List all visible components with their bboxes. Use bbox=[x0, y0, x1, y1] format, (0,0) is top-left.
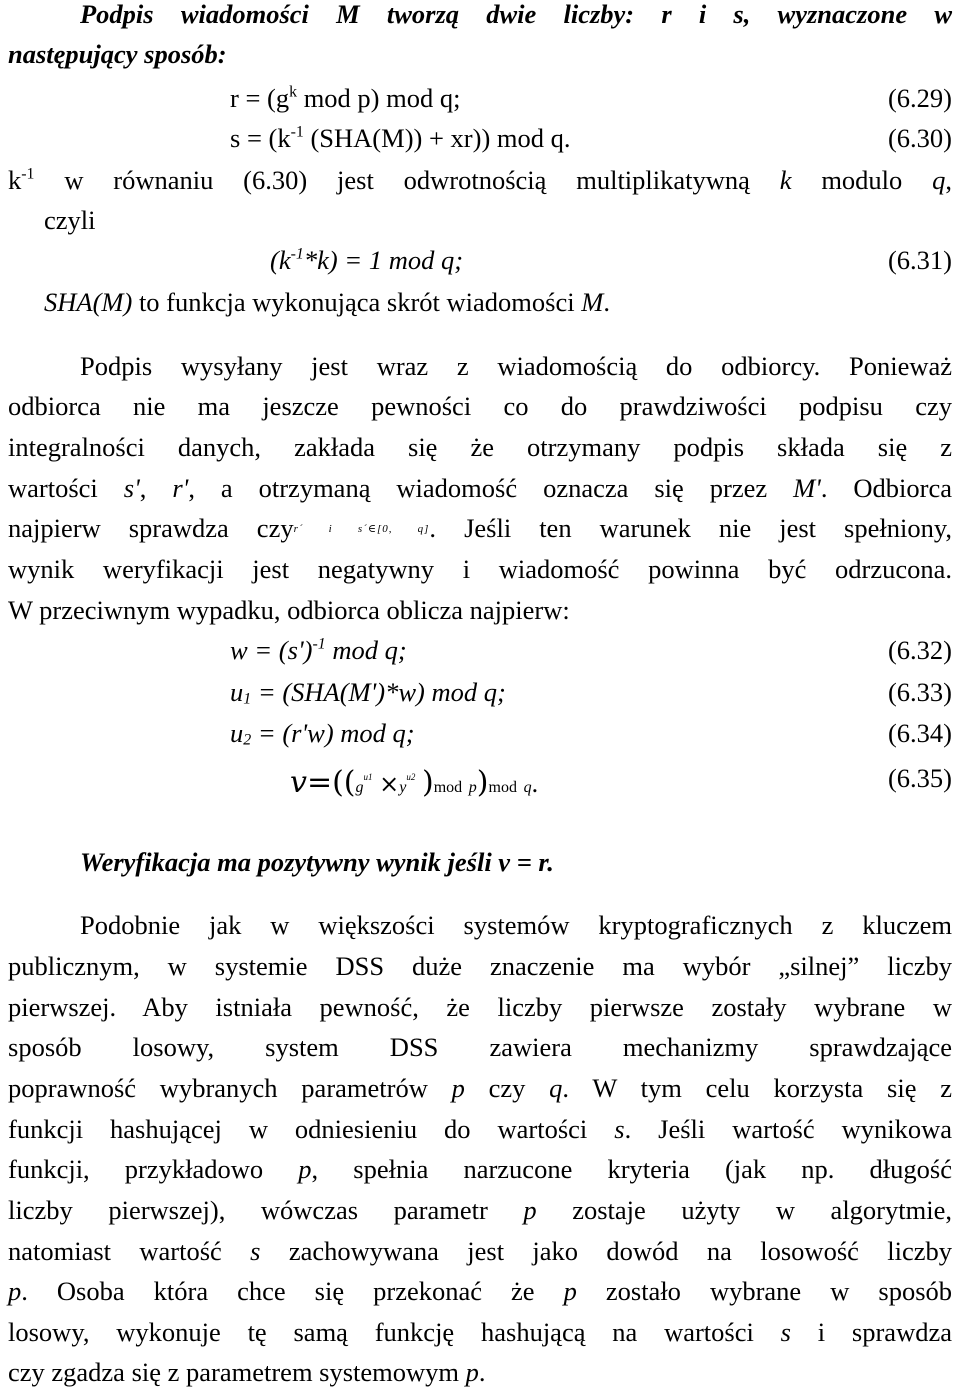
equation-number-6-34: (6.34) bbox=[887, 718, 952, 748]
paragraph1-line-6: wynik weryfikacji jest negatywny i wiadomość powinna być odrzucona. bbox=[8, 554, 952, 584]
equation-number-6-35: (6.35) bbox=[887, 763, 952, 793]
heading-line-2: następujący sposób: bbox=[8, 39, 227, 69]
equation-6-32: $w = (s')^{-1}$ mod q; bbox=[230, 635, 407, 665]
equation-number-6-33: (6.33) bbox=[887, 677, 952, 707]
paragraph2-line-4: sposób losowy, system DSS zawiera mechanizmy sprawdzające bbox=[8, 1032, 952, 1062]
heading-line-1: Podpis wiadomości M tworzą dwie liczby: r i s, wyznaczone w bbox=[80, 0, 952, 29]
paragraph1-line-3: integralności danych, zakłada się że otrzymany podpis składa się z bbox=[8, 432, 952, 462]
equation-number-6-31: (6.31) bbox=[887, 245, 952, 275]
paragraph1-line-2: odbiorca nie ma jeszcze pewności co do prawdziwości podpisu czy bbox=[8, 391, 952, 421]
equation-number-6-32: (6.32) bbox=[887, 635, 952, 665]
equation-6-29: $r = (g^k$ mod p) mod q; bbox=[230, 83, 461, 113]
equation-6-30: $s = (k^{-1}$ (SHA(M)) + xr)) mod q. bbox=[230, 123, 571, 153]
paragraph2-line-9: natomiast wartość s zachowywana jest jako dowód na losowość liczby bbox=[8, 1236, 952, 1266]
paragraph2-line-7: funkcji, przykładowo p, spełnia narzucone kryteria (jak np. długość bbox=[8, 1154, 952, 1184]
paragraph2-line-6: funkcji hashującej w odniesieniu do wartości s. Jeśli wartość wynikowa bbox=[8, 1114, 952, 1144]
paragraph1-line-5: najpierw sprawdza czyr´ i s´∈[0, q]. Jeśli ten warunek nie jest spełniony, bbox=[8, 513, 953, 543]
equation-6-31: $(k^{-1}*k) = 1$ mod q; bbox=[270, 245, 464, 275]
czyli-line: czyli bbox=[44, 205, 96, 235]
equation-6-34: $u_2 = (r'w)$ mod q; bbox=[230, 718, 415, 749]
paragraph2-line-12: czy zgadza się z parametrem systemowym p. bbox=[8, 1357, 486, 1387]
paragraph1-line-1: Podpis wysyłany jest wraz z wiadomością do odbiorcy. Ponieważ bbox=[80, 351, 952, 381]
paragraph2-line-11: losowy, wykonuje tę samą funkcję hashującą na wartości s i sprawdza bbox=[8, 1317, 952, 1347]
paragraph2-line-1: Podobnie jak w większości systemów kryptograficznych z kluczem bbox=[80, 910, 952, 940]
inline-range-formula: r´ i s´∈[0, q] bbox=[293, 523, 430, 535]
paragraph1-line-7: W przeciwnym wypadku, odbiorca oblicza najpierw: bbox=[8, 595, 570, 625]
verification-statement: Weryfikacja ma pozytywny wynik jeśli v = r. bbox=[80, 847, 554, 877]
paragraph2-line-3: pierwszej. Aby istniała pewność, że liczby pierwsze zostały wybrane w bbox=[8, 992, 952, 1022]
equation-6-35: $v=((g^{u1} \times y^{u2}$ )mod p)mod q. bbox=[290, 765, 539, 800]
sha-description: SHA(M) to funkcja wykonująca skrót wiadomości M. bbox=[44, 287, 610, 317]
equation-number-6-29: (6.29) bbox=[887, 83, 952, 113]
paragraph2-line-8: liczby pierwszej), wówczas parametr p zostaje użyty w algorytmie, bbox=[8, 1195, 952, 1225]
paragraph2-line-10: p. Osoba która chce się przekonać że p zostało wybrane w sposób bbox=[8, 1276, 953, 1306]
paragraph2-line-2: publicznym, w systemie DSS duże znaczenie ma wybór „silnej” liczby bbox=[8, 951, 952, 981]
paragraph1-line-4: wartości s', r', a otrzymaną wiadomość oznacza się przez M'. Odbiorca bbox=[8, 473, 953, 503]
inverse-explanation-line: $k^{-1}$ w równaniu (6.30) jest odwrotnością multiplikatywną k modulo q, bbox=[8, 165, 952, 195]
equation-6-33: $u_1 = (SHA(M')*w)$ mod q; bbox=[230, 677, 506, 708]
equation-number-6-30: (6.30) bbox=[887, 123, 952, 153]
paragraph2-line-5: poprawność wybranych parametrów p czy q. W tym celu korzysta się z bbox=[8, 1073, 952, 1103]
